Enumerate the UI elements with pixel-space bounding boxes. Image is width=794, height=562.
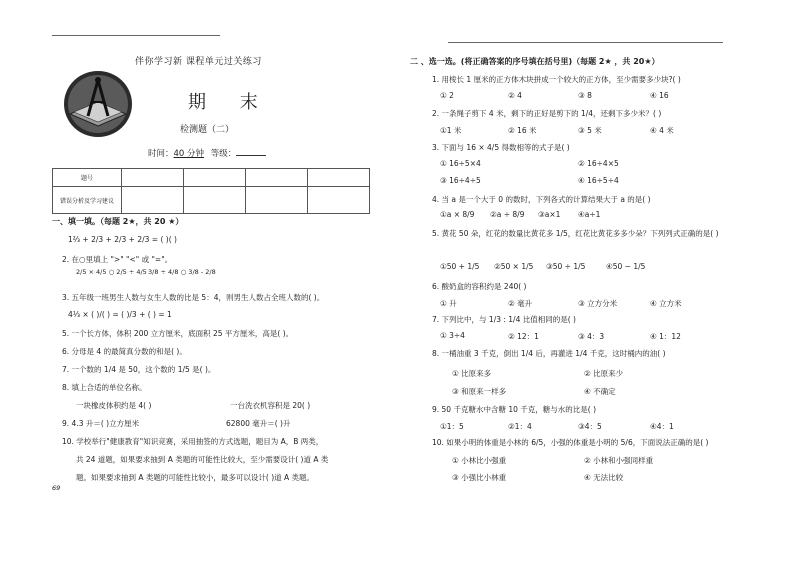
- s2-q4-opt[interactable]: ③a×1: [538, 210, 561, 219]
- s2-q5-opt[interactable]: ②50 × 1/5: [494, 262, 534, 271]
- top-rule-left: [52, 35, 220, 36]
- score-table: [52, 168, 370, 214]
- analysis-cell[interactable]: [122, 187, 184, 214]
- time-label: 时间：: [148, 149, 174, 159]
- s2-q8-opt[interactable]: ① 比原来多: [452, 369, 492, 378]
- s1-q8b: 一台洗衣机容积是 20( ): [230, 401, 311, 410]
- s2-q10-opt[interactable]: ② 小林和小强同样重: [584, 456, 654, 465]
- analysis-cell[interactable]: [308, 187, 370, 214]
- score-row2-label: 错误分析及学习建议: [53, 187, 122, 214]
- analysis-cell[interactable]: [246, 187, 308, 214]
- s2-q7-opt[interactable]: ④ 1：12: [650, 332, 681, 341]
- score-cell[interactable]: [308, 169, 370, 187]
- s1-q2: 2. 在○里填上 ">" "<" 或 "="。: [62, 255, 173, 264]
- section1-heading: 一、填一填。（每题 2★，共 20 ★）: [52, 217, 184, 226]
- s2-q2-opt[interactable]: ④ 4 米: [650, 126, 674, 135]
- s2-q4-opt[interactable]: ②a ÷ 8/9: [490, 210, 525, 219]
- score-row1-label: 题号: [53, 169, 122, 187]
- s1-q3: 3. 五年级一班男生人数与女生人数的比是 5：4，则男生人数占全班人数的( )。: [62, 293, 325, 302]
- s2-q4-opt[interactable]: ①a × 8/9: [440, 210, 475, 219]
- s2-q3-opt[interactable]: ④ 16÷5÷4: [578, 176, 619, 185]
- compass-logo: [62, 68, 134, 140]
- section2-heading: 二 、选一选。(将正确答案的序号填在括号里)（每题 2★ ，共 20★）: [410, 57, 660, 66]
- series-title: 伴你学习新 课程单元过关练习: [135, 57, 262, 67]
- s2-q8: 8. 一桶油重 3 千克，倒出 1/4 后，再灌进 1/4 千克，这时桶内的油( ): [432, 349, 666, 358]
- s1-q8a: 一块橡皮体积约是 4( ): [76, 401, 152, 410]
- s1-q7: 7. 一个数的 1/4 是 50，这个数的 1/5 是( )。: [62, 365, 216, 374]
- s1-q10-line2: 共 24 道题，如果要求抽到 A 类题的可能性比较大，至少需要设计( )道 A 类: [76, 455, 329, 464]
- page-number: 69: [52, 484, 61, 492]
- s2-q5-opt[interactable]: ①50 + 1/5: [440, 262, 480, 271]
- score-cell[interactable]: [246, 169, 308, 187]
- s2-q4: 4. 当 a 是一个大于 0 的数时，下列各式的计算结果大于 a 的是( ): [432, 195, 651, 204]
- s1-q2-expr2: 3/8 ÷ 4/8 ○ 3/8 - 2/8: [148, 268, 216, 276]
- s2-q10-opt[interactable]: ④ 无法比较: [584, 473, 624, 482]
- s2-q1-opt[interactable]: ③ 8: [578, 91, 592, 100]
- s2-q9-opt[interactable]: ②1：4: [508, 422, 532, 431]
- s1-q9b: 62800 毫升＝( )升: [226, 419, 291, 428]
- s1-q6: 6. 分母是 4 的最简真分数的和是( )。: [62, 347, 187, 356]
- s2-q2-opt[interactable]: ①1 米: [440, 126, 462, 135]
- s2-q9-opt[interactable]: ①1：5: [440, 422, 464, 431]
- top-rule-right: [448, 42, 723, 43]
- s2-q1-opt[interactable]: ④ 16: [650, 91, 669, 100]
- s2-q8-opt[interactable]: ③ 和原来一样多: [452, 387, 507, 396]
- grade-blank[interactable]: [236, 155, 266, 156]
- time-value: 40 分钟: [173, 149, 205, 159]
- s2-q10-opt[interactable]: ③ 小强比小林重: [452, 473, 507, 482]
- s2-q3-opt[interactable]: ② 16÷4×5: [578, 159, 619, 168]
- score-cell[interactable]: [122, 169, 184, 187]
- s2-q5: 5. 黄花 50 朵，红花的数量比黄花多 1/5，红花比黄花多多少朵？下列列式正确的是( ): [432, 229, 719, 238]
- s2-q10: 10. 如果小明的体重是小林的 6/5，小强的体重是小明的 5/6，下面说法正确的是( ): [432, 438, 709, 447]
- exam-subtitle: 检测题（二）: [180, 125, 235, 135]
- s2-q7-opt[interactable]: ③ 4：3: [578, 332, 605, 341]
- s2-q2: 2. 一条绳子剪下 4 米，剩下的正好是剪下的 1/4，还剩下多少米？( ): [432, 109, 662, 118]
- s2-q9-opt[interactable]: ③4：5: [578, 422, 602, 431]
- exam-title: 期 末: [188, 92, 272, 113]
- s2-q8-opt[interactable]: ② 比原来少: [584, 369, 624, 378]
- s2-q1-opt[interactable]: ① 2: [440, 91, 454, 100]
- s2-q3: 3. 下面与 16 × 4/5 得数相等的式子是( ): [432, 143, 570, 152]
- s2-q6-opt[interactable]: ④ 立方米: [650, 299, 682, 308]
- s2-q9-opt[interactable]: ④4：1: [650, 422, 674, 431]
- s2-q6-opt[interactable]: ① 升: [440, 299, 457, 308]
- s2-q6-opt[interactable]: ② 毫升: [508, 299, 533, 308]
- s2-q4-opt[interactable]: ④a÷1: [578, 210, 601, 219]
- s2-q2-opt[interactable]: ③ 5 米: [578, 126, 602, 135]
- analysis-cell[interactable]: [184, 187, 246, 214]
- s2-q8-opt[interactable]: ④ 不确定: [584, 387, 616, 396]
- s2-q7-opt[interactable]: ① 3÷4: [440, 331, 465, 340]
- s2-q10-opt[interactable]: ① 小林比小强重: [452, 456, 507, 465]
- s1-q10-line3: 题。如果要求抽到 A 类题的可能性比较小，最多可以设计( )道 A 类题。: [76, 473, 315, 482]
- s2-q2-opt[interactable]: ② 16 米: [508, 126, 537, 135]
- s2-q5-opt[interactable]: ③50 ÷ 1/5: [546, 262, 586, 271]
- s2-q1-opt[interactable]: ② 4: [508, 91, 522, 100]
- s2-q6: 6. 酸奶盒的容积约是 240( ): [432, 282, 527, 291]
- s1-q10-line1: 10. 学校举行"健康教育"知识竞赛，采用抽签的方式选题，题目为 A，B 两类，: [62, 437, 324, 446]
- s1-q1: 1⅔ + 2/3 + 2/3 + 2/3 = ( )( ): [68, 235, 177, 244]
- s2-q1: 1. 用棱长 1 厘米的正方体木块拼成一个较大的正方体，至少需要多少块?( ): [432, 75, 681, 84]
- s2-q7: 7. 下列比中，与 1/3 : 1/4 比值相同的是( ): [432, 315, 576, 324]
- time-row: [148, 147, 266, 159]
- s2-q9: 9. 50 千克糖水中含糖 10 千克，糖与水的比是( ): [432, 405, 597, 414]
- s2-q6-opt[interactable]: ③ 立方分米: [578, 299, 618, 308]
- s1-q8: 8. 填上合适的单位名称。: [62, 383, 147, 392]
- score-cell[interactable]: [184, 169, 246, 187]
- s1-q4: 4⅓ × ( )/( ) = ( )/3 + ( ) = 1: [68, 310, 172, 319]
- s2-q3-opt[interactable]: ① 16÷5×4: [440, 159, 481, 168]
- s1-q9a: 9. 4.3 升＝( )立方厘米: [62, 419, 140, 428]
- s2-q3-opt[interactable]: ③ 16÷4÷5: [440, 176, 481, 185]
- s1-q5: 5. 一个长方体，体积 200 立方厘米，底面积 25 平方厘米，高是( )。: [62, 329, 294, 338]
- s2-q7-opt[interactable]: ② 12：1: [508, 332, 539, 341]
- s2-q5-opt[interactable]: ④50 − 1/5: [606, 262, 646, 271]
- s1-q2-expr1: 2/5 × 4/5 ○ 2/5 ÷ 4/5: [76, 268, 147, 276]
- grade-label: 等级：: [210, 149, 237, 159]
